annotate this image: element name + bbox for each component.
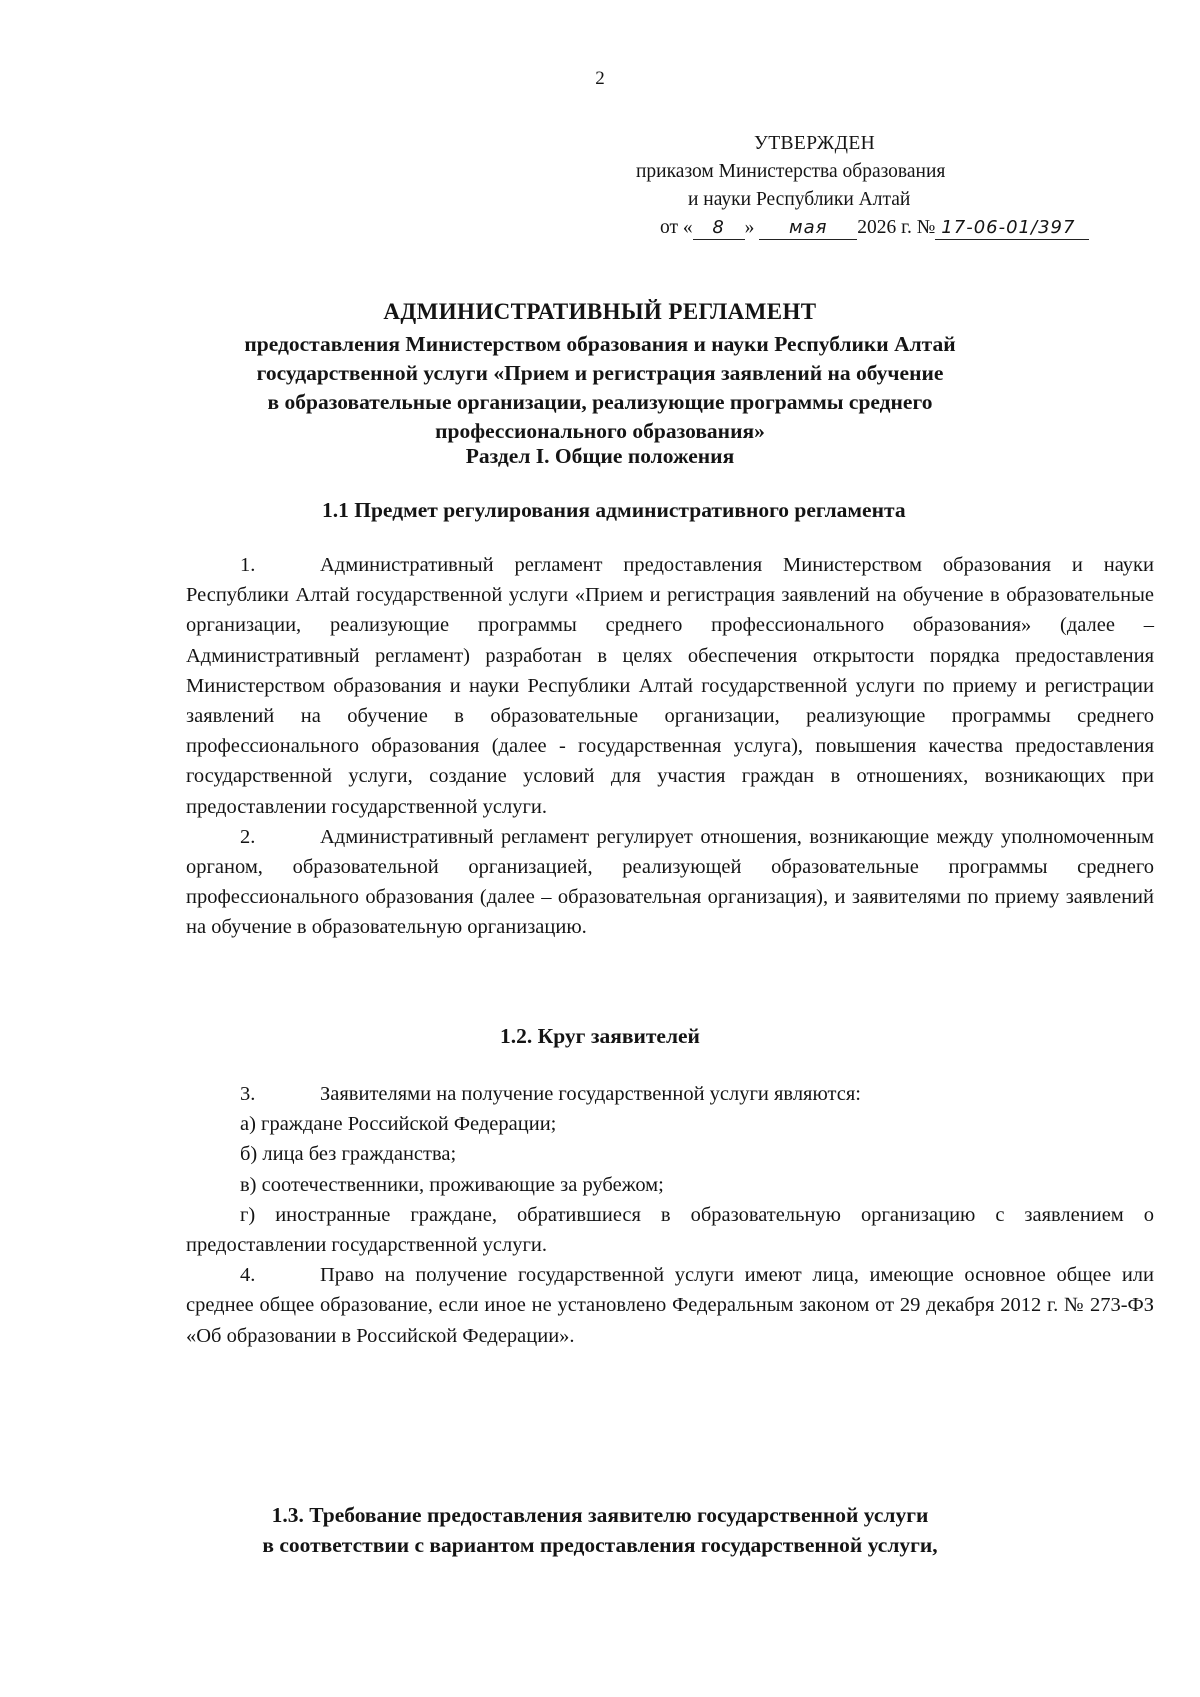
approval-day-handwritten: 8 xyxy=(712,217,725,238)
list-item: в) соотечественники, проживающие за рубежом; xyxy=(240,1173,664,1196)
paragraph-number: 1. xyxy=(240,554,256,576)
paragraph-number: 4. xyxy=(240,1264,256,1287)
section-heading: Раздел I. Общие положения xyxy=(465,444,735,468)
approval-date-line xyxy=(636,214,1116,242)
subsection-heading-line: 1.3. Требование предоставления заявителю государственной услуги xyxy=(271,1503,929,1527)
document-subtitle-line: профессионального образования» xyxy=(435,419,765,443)
paragraph-text: Заявителями на получение государственной услуги являются: xyxy=(320,1083,861,1105)
approval-title: УТВЕРЖДЕН xyxy=(754,133,876,154)
paragraph-1 xyxy=(186,550,1154,822)
page-number: 2 xyxy=(595,68,605,89)
list-item: а) граждане Российской Федерации; xyxy=(240,1113,557,1136)
subsection-heading-1-1: 1.1 Предмет регулирования административного регламента xyxy=(322,498,906,522)
paragraph-3 xyxy=(186,1079,1154,1109)
subsection-heading-1-3 xyxy=(120,1500,1080,1560)
document-title: АДМИНИСТРАТИВНЫЙ РЕГЛАМЕНТ xyxy=(383,299,817,324)
paragraphs-1-2 xyxy=(186,550,1154,943)
approval-quote: » xyxy=(744,217,755,238)
paragraph-text: Административный регламент регулирует отношения, возникающие между уполномоченным органом, образовательной организацией, реализующей образовательные программы среднего профессионального образования (далее – образовательная организация), и заявителями по приему заявлений на обучение в образовательную организацию. xyxy=(186,825,1154,939)
approval-stamp-block xyxy=(636,130,1116,242)
document-subtitle-line: государственной услуги «Прием и регистрация заявлений на обучение xyxy=(256,361,944,385)
approval-line-science: и науки Республики Алтай xyxy=(688,189,911,210)
subsection-heading-line: в соответствии с вариантом предоставления государственной услуги, xyxy=(262,1533,938,1557)
approval-month-handwritten: мая xyxy=(789,217,828,238)
paragraph-4 xyxy=(186,1260,1154,1351)
paragraph-number: 2. xyxy=(240,825,256,848)
document-subtitle-line: в образовательные организации, реализующие программы среднего xyxy=(267,390,933,414)
paragraph-2 xyxy=(186,822,1154,943)
approval-year: 2026 г. № xyxy=(857,217,936,238)
list-item: г) иностранные граждане, обратившиеся в образовательную организацию с заявлением о предоставлении государственной услуги. xyxy=(186,1203,1154,1257)
paragraph-number: 3. xyxy=(240,1083,256,1105)
document-title-block xyxy=(120,294,1080,446)
subsection-heading-1-2: 1.2. Круг заявителей xyxy=(500,1024,700,1048)
paragraph-text: Административный регламент предоставления Министерством образования и науки Республики Алтай государственной услуги «Прием и регистрация заявлений на обучение в образовательные организации, реализующие программы среднего профессионального образования» (далее – Административный регламент) разработан в целях обеспечения открытости порядка предоставления Министерством образования и науки Республики Алтай государственной услуги по приему и регистрации заявлений на обучение в образовательные организации, реализующие программы среднего профессионального образования (далее - государственная услуга), повышения качества предоставления государственной услуги, создание условий для участия граждан в отношениях, возникающих при предоставлении государственной услуги. xyxy=(186,554,1154,818)
approval-number-handwritten: 17-06-01/397 xyxy=(941,217,1076,238)
approval-line-ministry: приказом Министерства образования xyxy=(636,161,946,182)
document-subtitle-line: предоставления Министерством образования и науки Республики Алтай xyxy=(244,332,956,356)
approval-from-label: от « xyxy=(660,217,693,238)
paragraph-text: Право на получение государственной услуги имеют лица, имеющие основное общее или среднее общее образование, если иное не установлено Федеральным законом от 29 декабря 2012 г. № 273-ФЗ «Об образовании в Российской Федерации». xyxy=(186,1264,1154,1347)
paragraphs-3-4 xyxy=(186,1079,1154,1351)
list-item: б) лица без гражданства; xyxy=(240,1143,457,1166)
